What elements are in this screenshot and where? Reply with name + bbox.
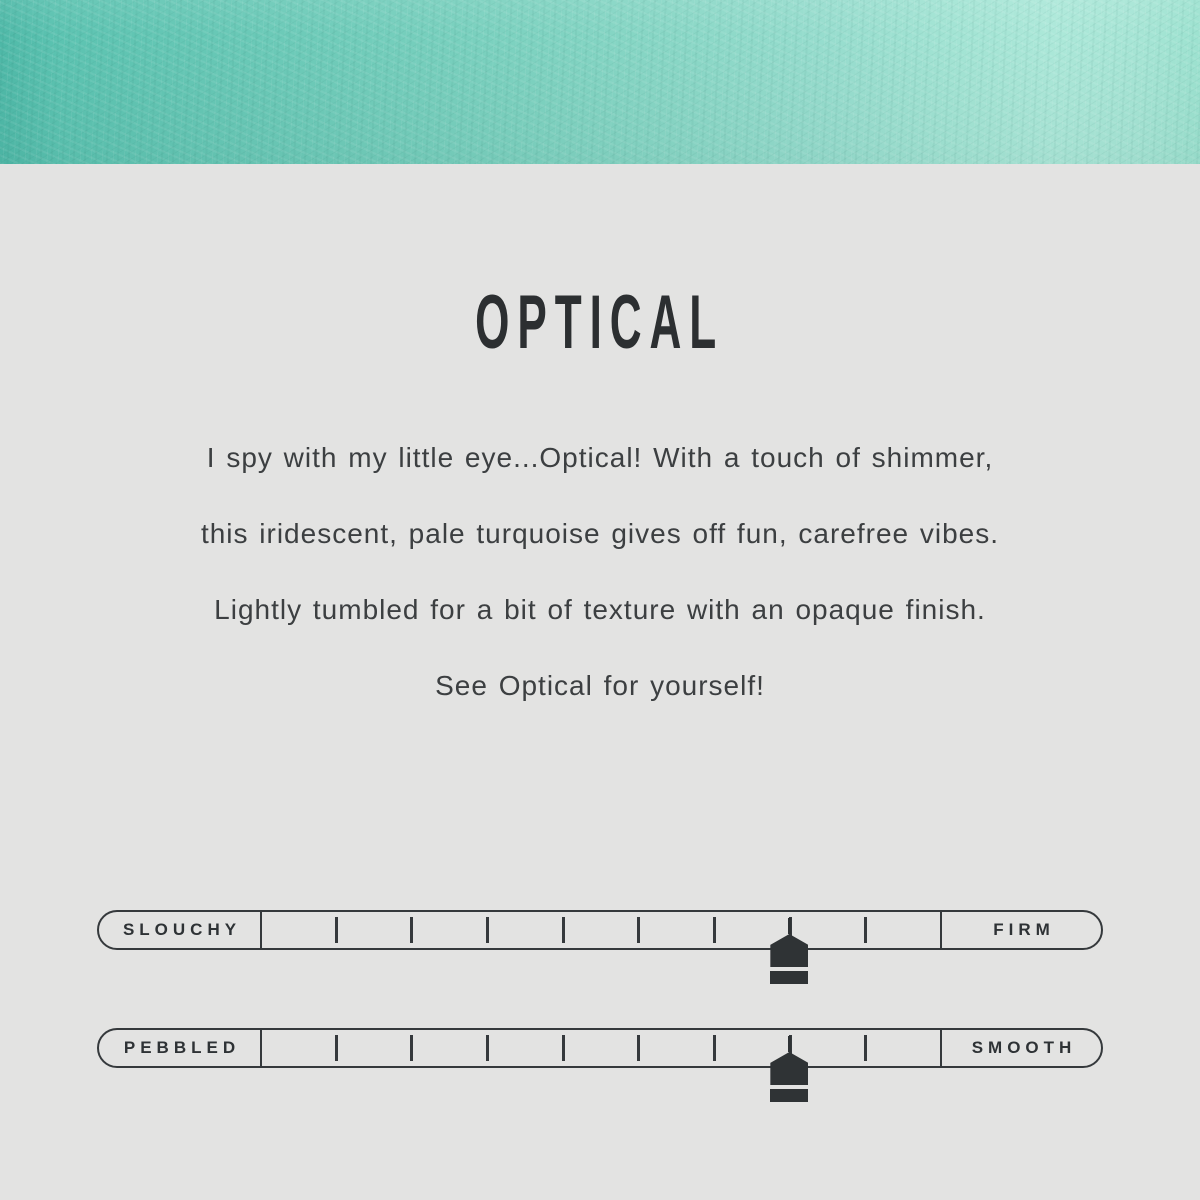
scale-right-label: FIRM bbox=[993, 920, 1055, 939]
scale-tick bbox=[410, 917, 413, 943]
scale-marker bbox=[770, 918, 808, 984]
scale-tick bbox=[637, 1035, 640, 1061]
scale-tick bbox=[486, 1035, 489, 1061]
scale-tick bbox=[335, 1035, 338, 1061]
scale-track bbox=[262, 912, 940, 948]
scale-tick bbox=[562, 1035, 565, 1061]
scale-tick bbox=[713, 1035, 716, 1061]
scale-tick bbox=[864, 1035, 867, 1061]
title-wrap bbox=[0, 280, 1200, 384]
description-line: Lightly tumbled for a bit of texture with an opaque finish. bbox=[214, 594, 986, 625]
marker-pointer-icon bbox=[770, 1052, 808, 1085]
marker-tail bbox=[770, 971, 808, 984]
scale-tick bbox=[637, 917, 640, 943]
marker-stem bbox=[788, 1036, 791, 1052]
description-line: See Optical for yourself! bbox=[435, 670, 765, 701]
scale-slouchy-firm bbox=[97, 910, 1103, 950]
leather-swatch-image bbox=[0, 0, 1200, 164]
scale-track bbox=[262, 1030, 940, 1066]
scale-tick bbox=[410, 1035, 413, 1061]
scale-pebbled-smooth bbox=[97, 1028, 1103, 1068]
description-line: this iridescent, pale turquoise gives off fun, carefree vibes. bbox=[200, 518, 1000, 549]
scale-right-label-cell bbox=[940, 1030, 1101, 1066]
scale-tick bbox=[562, 917, 565, 943]
scale-tick bbox=[864, 917, 867, 943]
description-line: I spy with my little eye...Optical! With a touch of shimmer, bbox=[206, 442, 994, 473]
description bbox=[0, 420, 1200, 724]
scale-tick bbox=[486, 917, 489, 943]
scale-tick bbox=[713, 917, 716, 943]
scale-left-label: SLOUCHY bbox=[122, 920, 242, 939]
marker-stem bbox=[788, 918, 791, 934]
page-title: OPTICAL bbox=[475, 280, 725, 365]
scale-marker bbox=[770, 1036, 808, 1102]
marker-tail bbox=[770, 1089, 808, 1102]
scale-tick bbox=[335, 917, 338, 943]
scale-left-label-cell bbox=[99, 912, 262, 948]
scale-right-label-cell bbox=[940, 912, 1101, 948]
scale-right-label: SMOOTH bbox=[971, 1038, 1077, 1057]
scale-left-label-cell bbox=[99, 1030, 262, 1066]
marker-pointer-icon bbox=[770, 934, 808, 967]
scale-left-label: PEBBLED bbox=[123, 1038, 241, 1057]
